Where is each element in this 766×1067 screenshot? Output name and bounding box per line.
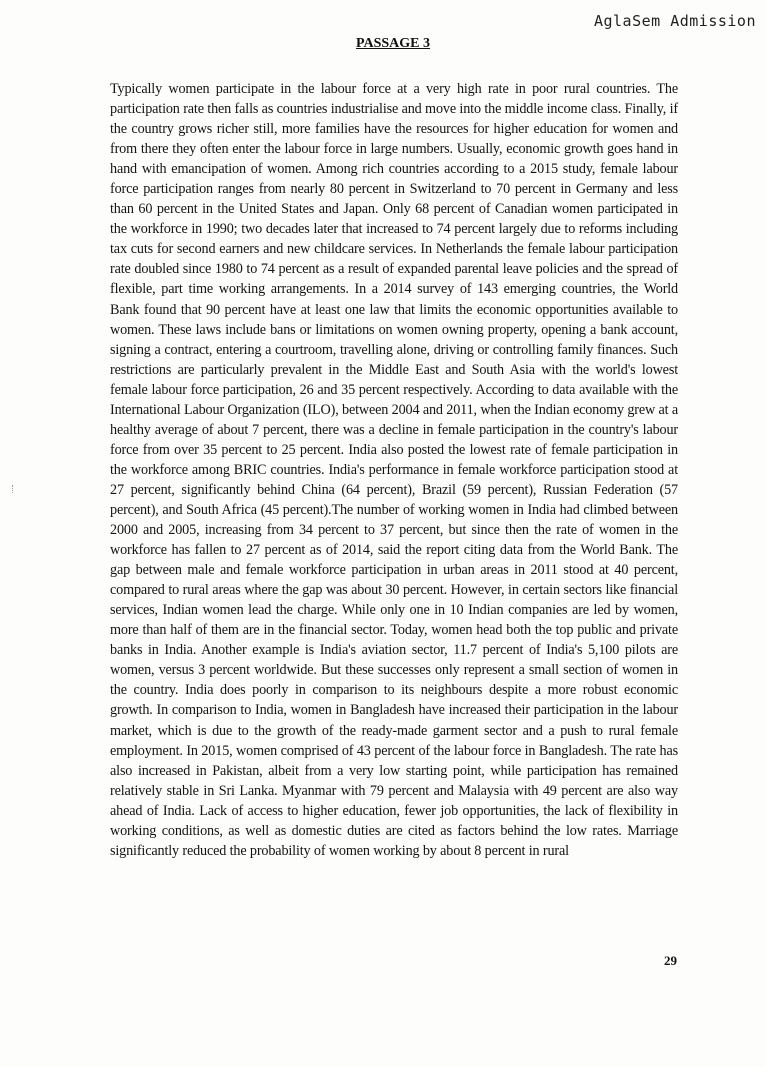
passage-body: Typically women participate in the labour force at a very high rate in poor rural countries. The participation rate then falls as countries industrialise and move into the middle income class. Finally, if the country grows richer still, more families have the resources for higher education for women and from there they often enter the labour force in large numbers. Usually, economic growth goes hand in hand with emancipation of women. Among rich countries according to a 2015 study, female labour force participation ranges from nearly 80 percent in Switzerland to 70 percent in Germany and less than 60 percent in the United States and Japan. Only 68 percent of Canadian women participated in the workforce in 1990; two decades later that increased to 74 percent largely due to reforms including tax cuts for second earners and new childcare services. In Netherlands the female labour participation rate doubled since 1980 to 74 percent as a result of expanded parental leave policies and the spread of flexible, part time working arrangements. In a 2014 survey of 143 emerging countries, the World Bank found that 90 percent have at least one law that limits the economic opportunities available to women. These laws include bans or limitations on women owning property, opening a bank account, signing a contract, entering a courtroom, travelling alone, driving or controlling family finances. Such restrictions are particularly prevalent in the Middle East and South Asia with the world's lowest female labour force participation, 26 and 35 percent respectively. According to data available with the International Labour Organization (ILO), between 2004 and 2011, when the Indian economy grew at a healthy average of about 7 percent, there was a decline in female participation in the country's labour force from over 35 percent to 25 percent. India also posted the lowest rate of female participation in the workforce among BRIC countries. India's performance in female workforce participation stood at 27 percent, significantly behind China (64 percent), Brazil (59 percent), Russian Federation (57 percent), and South Africa (45 percent).The number of working women in India had climbed between 2000 and 2005, increasing from 34 percent to 37 percent, but since then the rate of women in the workforce has fallen to 27 percent as of 2014, said the report citing data from the World Bank. The gap between male and female workforce participation in urban areas in 2011 stood at 40 percent, compared to rural areas where the gap was about 30 percent. However, in certain sectors like financial services, Indian women lead the charge. While only one in 10 Indian companies are led by women, more than half of them are in the financial sector. Today, women head both the top public and private banks in India. Another example is India's aviation sector, 11.7 percent of India's 5,100 pilots are women, versus 3 percent worldwide. But these successes only represent a small section of women in the country. India does poorly in comparison to its neighbours despite a more robust economic growth. In comparison to India, women in Bangladesh have increased their participation in the labour market, which is due to the growth of the ready-made garment sector and a push to rural female employment. In 2015, women comprised of 43 percent of the labour force in Bangladesh. The rate has also increased in Pakistan, albeit from a very low starting point, while participation has remained relatively stable in Sri Lanka. Myanmar with 79 percent and Malaysia with 49 percent are also way ahead of India. Lack of access to higher education, fewer job opportunities, the lack of flexibility in working conditions, as well as domestic duties are cited as factors behind the low rates. Marriage significantly reduced the probability of women working by about 8 percent in rural [110, 81, 678, 859]
page-number: 29 [664, 953, 677, 968]
passage-title: PASSAGE 3 [355, 36, 431, 51]
watermark: AglaSem Admission [593, 12, 756, 30]
scan-mark [12, 485, 16, 493]
